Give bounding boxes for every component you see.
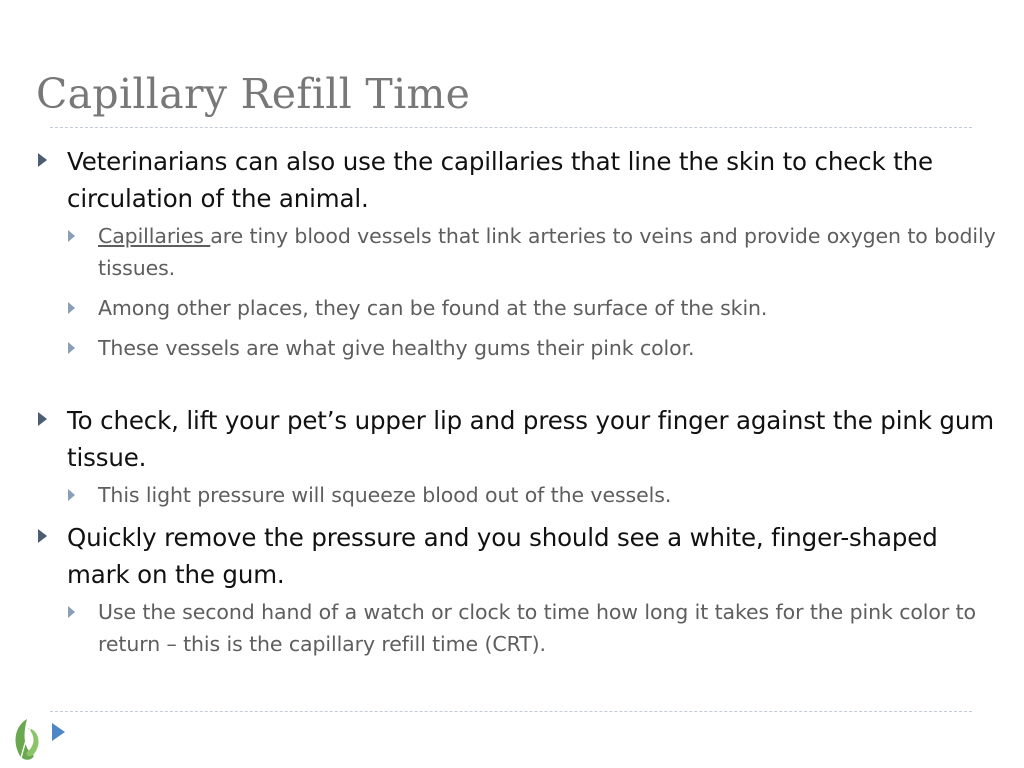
bullet-2-sub-1 [38, 479, 1000, 511]
triangle-bullet-icon [38, 412, 47, 426]
capillaries-link[interactable]: Capillaries [98, 224, 211, 248]
triangle-bullet-icon [38, 153, 47, 167]
bullet-3 [38, 519, 1000, 593]
leaf-logo-icon [10, 716, 44, 762]
slide-body [38, 143, 1000, 660]
bullet-2-text: To check, lift your pet’s upper lip and press your finger against the pink gum tissue. [67, 406, 994, 472]
small-triangle-bullet-icon [68, 489, 75, 501]
bullet-2-sub-1-text: This light pressure will squeeze blood out of the vessels. [98, 483, 672, 507]
small-triangle-bullet-icon [68, 342, 75, 354]
bullet-1-sub-1 [38, 220, 1000, 284]
small-triangle-bullet-icon [68, 302, 75, 314]
bullet-1-text: Veterinarians can also use the capillaries that line the skin to check the circulation of the animal. [67, 147, 933, 213]
bullet-1-sub-2-text: Among other places, they can be found at the surface of the skin. [98, 296, 768, 320]
bullet-1 [38, 143, 1000, 217]
bullet-3-text: Quickly remove the pressure and you should see a white, finger-shaped mark on the gum. [67, 523, 938, 589]
bullet-3-sub-1 [38, 596, 1000, 660]
small-triangle-bullet-icon [68, 230, 75, 242]
footer-divider [50, 711, 972, 712]
bullet-1-sub-2 [38, 292, 1000, 324]
bullet-3-sub-1-text: Use the second hand of a watch or clock to time how long it takes for the pink color to return – this is the capillary refill time (CRT). [98, 600, 976, 656]
bullet-1-sub-3-text: These vessels are what give healthy gums their pink color. [98, 336, 695, 360]
slide-title: Capillary Refill Time [36, 70, 471, 118]
triangle-bullet-icon [38, 529, 47, 543]
bullet-2 [38, 402, 1000, 476]
next-slide-arrow-icon[interactable] [52, 723, 65, 741]
small-triangle-bullet-icon [68, 606, 75, 618]
bullet-1-sub-1-text: are tiny blood vessels that link arteries to veins and provide oxygen to bodily tissues. [98, 224, 996, 280]
bullet-1-sub-3 [38, 332, 1000, 364]
title-divider [50, 127, 972, 128]
